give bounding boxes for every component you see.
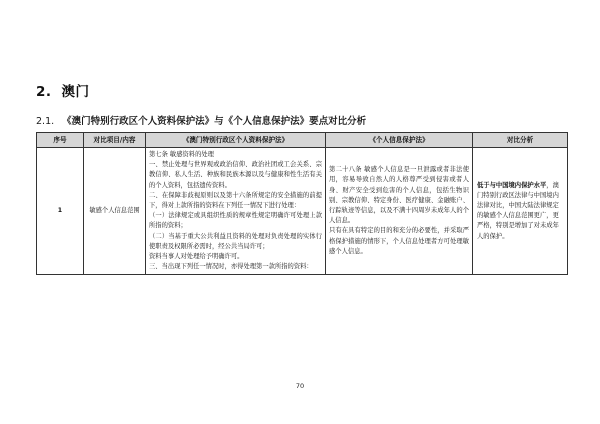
macau-paragraph: 第七条 敏感资料的处理: [149, 151, 214, 158]
header-pipl: 《个人信息保护法》: [326, 133, 473, 148]
cell-seq: 1: [37, 148, 84, 275]
pipl-paragraph: 只有在具有特定的目的和充分的必要性，并采取严格保护措施的情形下，个人信息处理者方可处理敏感个人信息。: [329, 227, 469, 255]
cell-macau-law: [146, 148, 326, 275]
section-title-text: 澳门: [61, 84, 90, 100]
page-number: 70: [295, 382, 305, 390]
section-number: 2.: [36, 84, 52, 100]
macau-paragraph: 资料当事人对处理给予明确许可。: [149, 252, 244, 260]
macau-paragraph: 二、在保障非歧视原则以及第十六条所规定的安全措施的前提下，得对上款所指的资料在下列任一情况下进行处理：: [149, 191, 322, 209]
cell-pipl: [326, 148, 473, 275]
cell-item: 敏感个人信息范围: [84, 148, 146, 275]
analysis-highlight: 低于与中国境内保护水平: [477, 181, 547, 189]
macau-paragraph: （一）法律规定或具组织性质的规章性规定明确许可处理上款所指的资料；: [149, 212, 322, 230]
macau-paragraph: 三、当出现下列任一情况时，亦得处理第一款所指的资料：: [149, 263, 313, 271]
subsection-heading: [36, 113, 366, 127]
analysis-text: ，澳门特别行政区法律与中国境内法律对比，中国大陆法律规定的敏感个人信息范围更广，更严格，特别是增加了对未成年人的保护。: [477, 181, 559, 240]
header-macau-law: 《澳门特别行政区个人资料保护法》: [146, 133, 326, 148]
cell-analysis: [473, 148, 568, 275]
header-item: 对比项目/内容: [84, 133, 146, 148]
subsection-title-text: 《澳门特别行政区个人资料保护法》与《个人信息保护法》要点对比分析: [62, 116, 367, 127]
macau-paragraph: 一、禁止处理与世界观或政治信仰、政治社团或工会关系、宗教信仰、私人生活、种族和民族本源以及与健康和性生活有关的个人资料，包括遗传资料。: [149, 161, 322, 189]
table-header-row: [37, 133, 568, 148]
macau-paragraph: （二）当基于重大公共利益且资料的处理对负责处理的实体行使职责及权限所必需时，经公共当局许可；: [149, 232, 322, 250]
section-heading: [36, 80, 90, 100]
header-seq: 序号: [37, 133, 84, 148]
pipl-paragraph: 第二十八条 敏感个人信息是一旦泄露或者非法使用，容易导致自然人的人格尊严受到侵害或者人身、财产安全受到危害的个人信息，包括生物识别、宗教信仰、特定身份、医疗健康、金融账户、行踪轨迹等信息，以及不满十四周岁未成年人的个人信息。: [329, 166, 469, 225]
subsection-number: 2.1.: [36, 116, 55, 127]
header-analysis: 对比分析: [473, 133, 568, 148]
table-row: [37, 148, 568, 275]
comparison-table: [36, 132, 568, 275]
